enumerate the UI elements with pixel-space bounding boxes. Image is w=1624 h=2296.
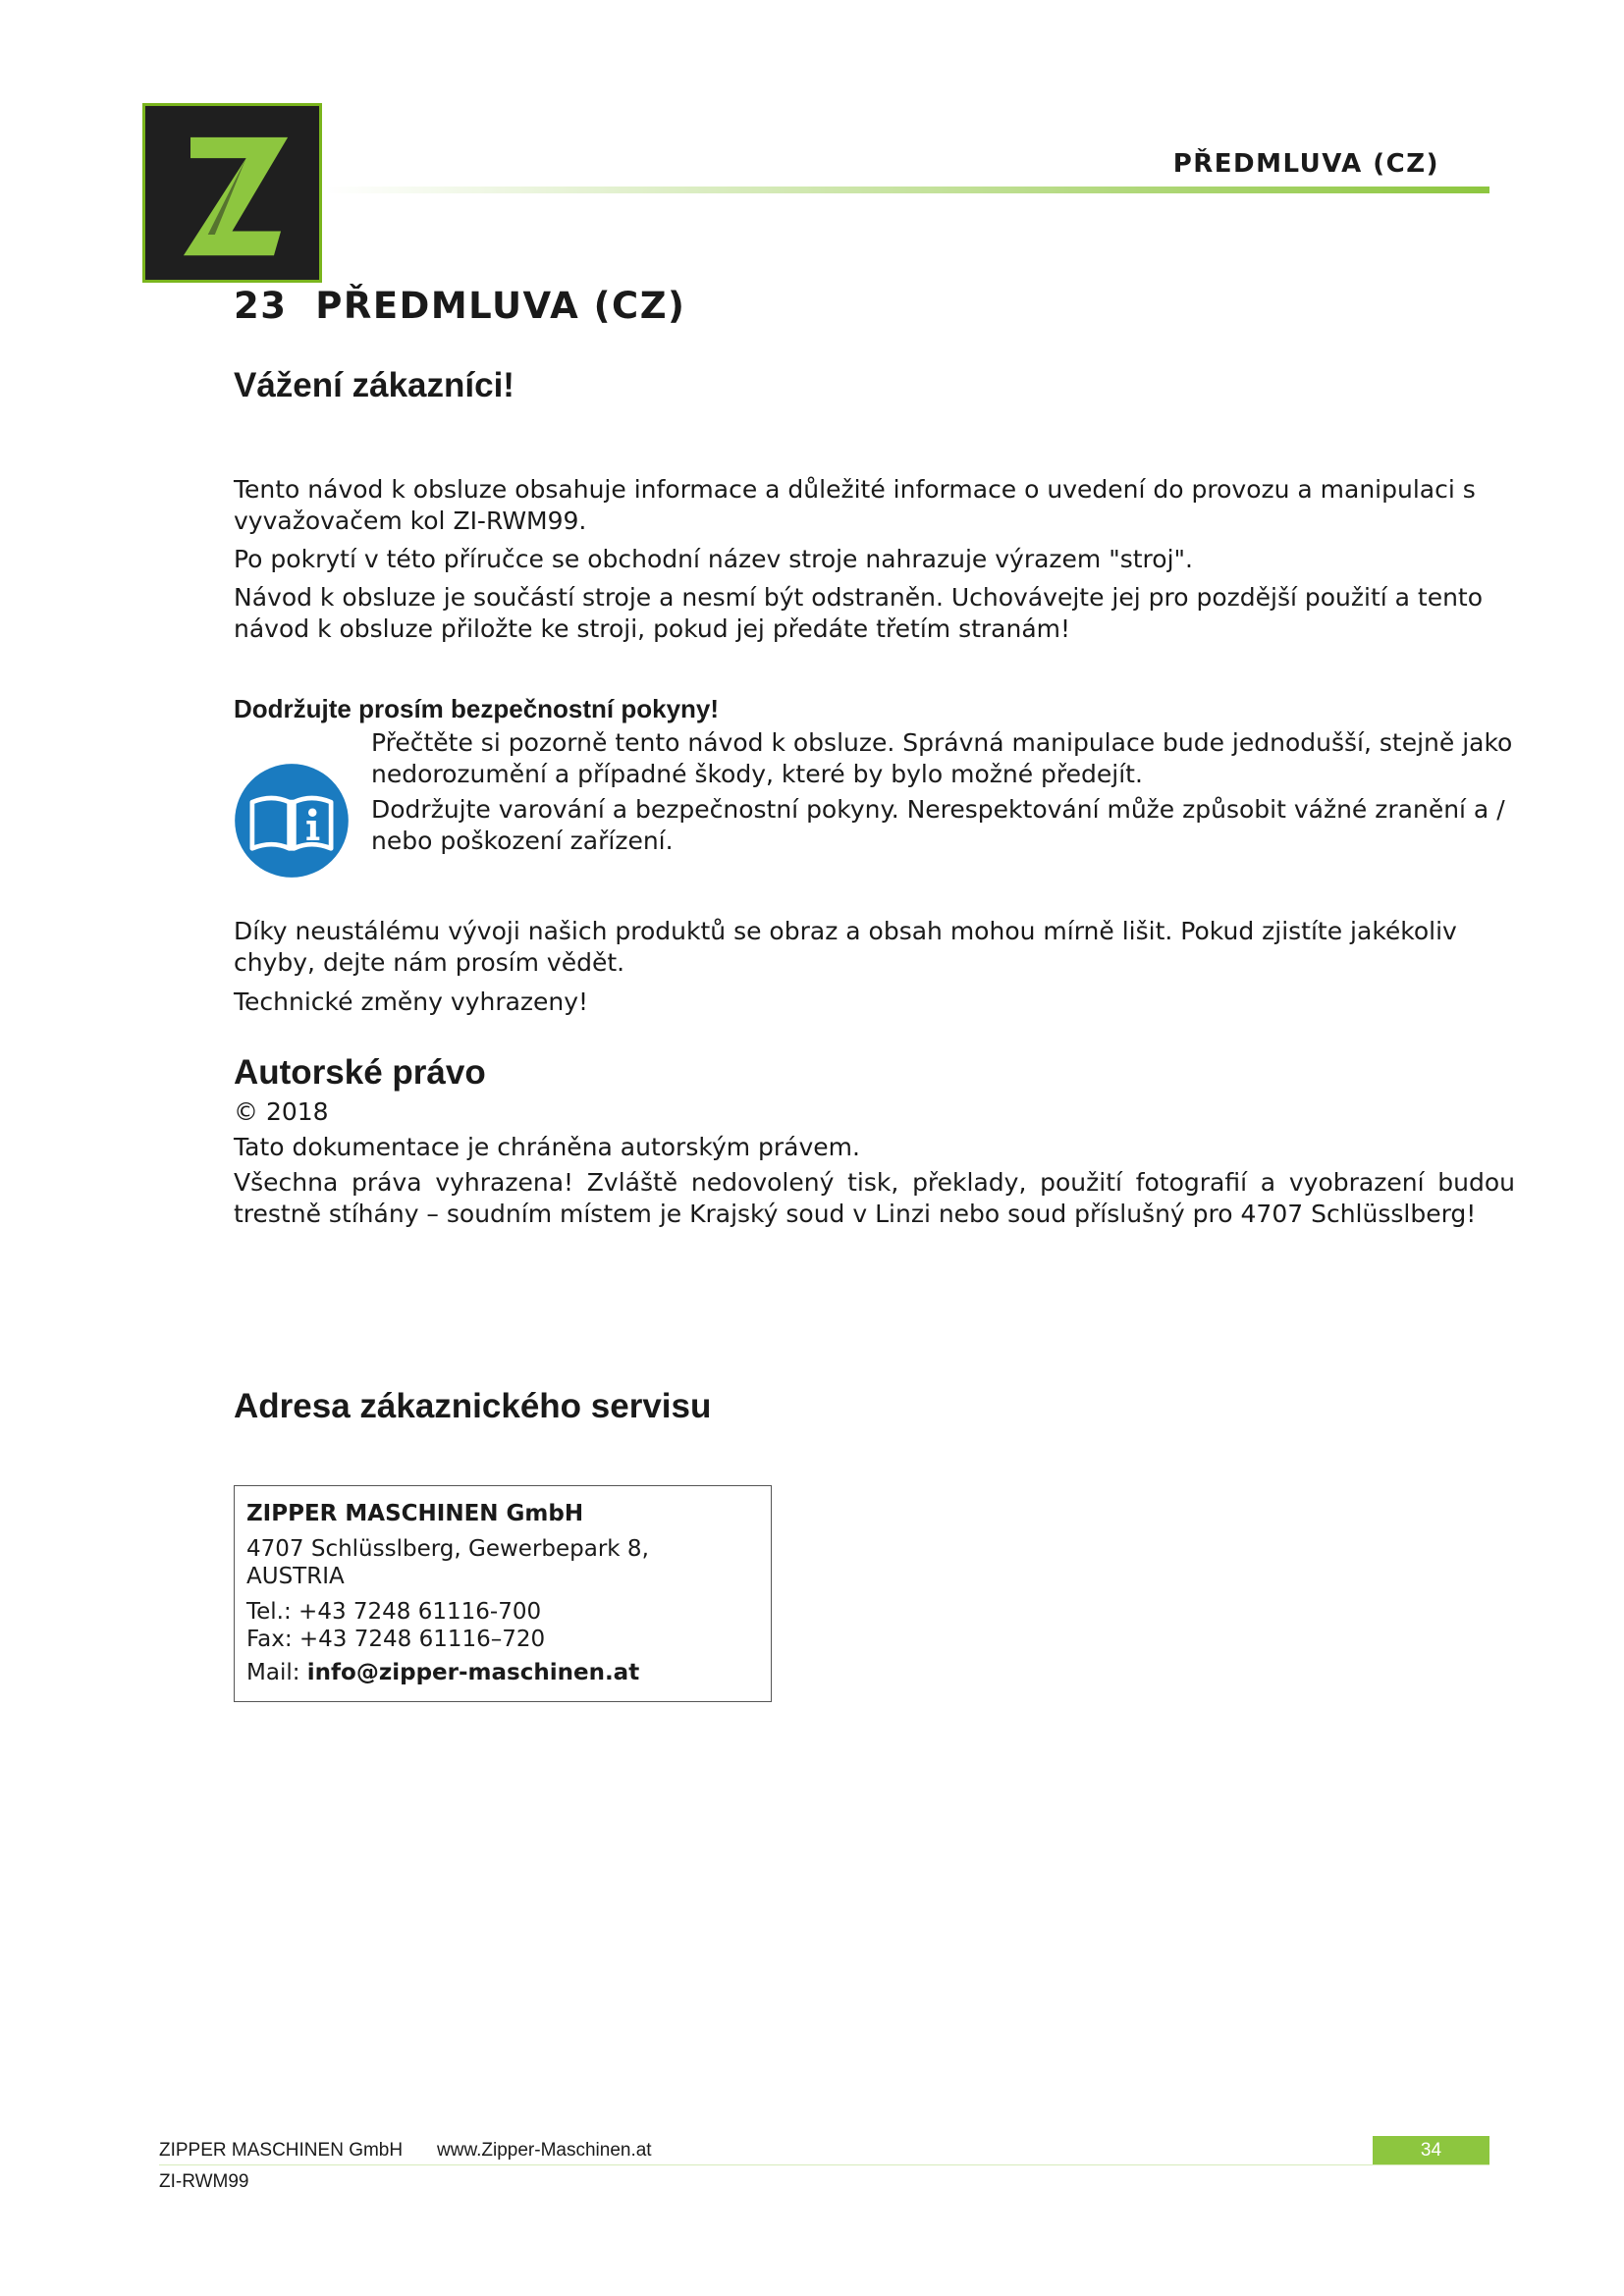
intro-section — [234, 474, 1520, 645]
greeting-heading: Vážení zákazníci! — [234, 366, 514, 404]
service-tel: Tel.: +43 7248 61116-700 — [246, 1599, 542, 1625]
header-rule — [324, 187, 1489, 193]
safety-paragraph: Přečtěte si pozorně tento návod k obsluze. Správná manipulace bude jednodušší, stejně jako nedorozumění a případné škody, které by bylo možné předejít. — [371, 728, 1513, 788]
development-paragraph: Díky neustálému vývoji našich produktů se obraz a obsah mohou mírně lišit. Pokud zjistíte jakékoliv chyby, dejte nám prosím vědět. — [234, 917, 1457, 977]
service-street: 4707 Schlüsslberg, Gewerbepark 8, — [246, 1536, 649, 1562]
footer-model: ZI-RWM99 — [159, 2171, 249, 2192]
header-title: PŘEDMLUVA (CZ) — [1172, 149, 1439, 179]
development-paragraph: Technické změny vyhrazeny! — [234, 988, 589, 1016]
service-mail-label: Mail: — [246, 1660, 307, 1685]
service-fax: Fax: +43 7248 61116–720 — [246, 1627, 546, 1652]
copyright-rights: Všechna práva vyhrazena! Zvláště nedovolený tisk, překlady, použití fotografií a vyobrazení budou trestně stíhány – soudním místem je Krajský soud v Linzi nebo soud příslušný pro 4707 Schlüsslberg! — [234, 1168, 1515, 1228]
service-mail-link[interactable]: info@zipper-maschinen.at — [306, 1660, 640, 1685]
footer-rule — [159, 2164, 1489, 2165]
intro-paragraph: Tento návod k obsluze obsahuje informace a důležité informace o uvedení do provozu a manipulaci s vyvažovačem kol ZI-RWM99. — [234, 475, 1476, 535]
intro-paragraph: Návod k obsluze je součástí stroje a nesmí být odstraněn. Uchovávejte jej pro pozdější použití a tento návod k obsluze přiložte ke stroji, pokud jej předáte třetím stranám! — [234, 583, 1484, 643]
service-address-box — [234, 1485, 772, 1702]
copyright-protected: Tato dokumentace je chráněna autorským právem. — [234, 1133, 860, 1161]
development-section — [234, 916, 1520, 1018]
intro-paragraph: Po pokrytí v této příručce se obchodní název stroje nahrazuje výrazem "stroj". — [234, 545, 1193, 573]
svg-text:Z: Z — [145, 106, 147, 107]
page-number: 34 — [1373, 2136, 1489, 2164]
safety-notice — [234, 727, 1520, 865]
footer-website-link[interactable]: www.Zipper-Maschinen.at — [437, 2140, 652, 2161]
z-logo-icon — [145, 106, 319, 280]
safety-paragraph: Dodržujte varování a bezpečnostní pokyny. Nerespektování může způsobit vážné zranění a / nebo poškození zařízení. — [371, 795, 1505, 855]
safety-heading: Dodržujte prosím bezpečnostní pokyny! — [234, 694, 720, 723]
footer-company: ZIPPER MASCHINEN GmbH — [159, 2140, 404, 2161]
chapter-heading — [234, 285, 1520, 327]
service-mail — [246, 1659, 760, 1686]
service-company: ZIPPER MASCHINEN GmbH — [246, 1501, 584, 1526]
service-heading: Adresa zákaznického servisu — [234, 1387, 712, 1425]
chapter-number: 23 — [234, 285, 288, 327]
manual-info-icon — [234, 763, 350, 879]
service-country: AUSTRIA — [246, 1564, 345, 1589]
page-content — [234, 285, 1520, 1702]
copyright-heading: Autorské právo — [234, 1053, 486, 1092]
copyright-year: © 2018 — [234, 1097, 329, 1126]
copyright-section — [234, 1096, 1520, 1230]
chapter-title: PŘEDMLUVA (CZ) — [315, 285, 686, 327]
safety-text — [371, 727, 1530, 857]
zipper-logo — [142, 103, 322, 283]
